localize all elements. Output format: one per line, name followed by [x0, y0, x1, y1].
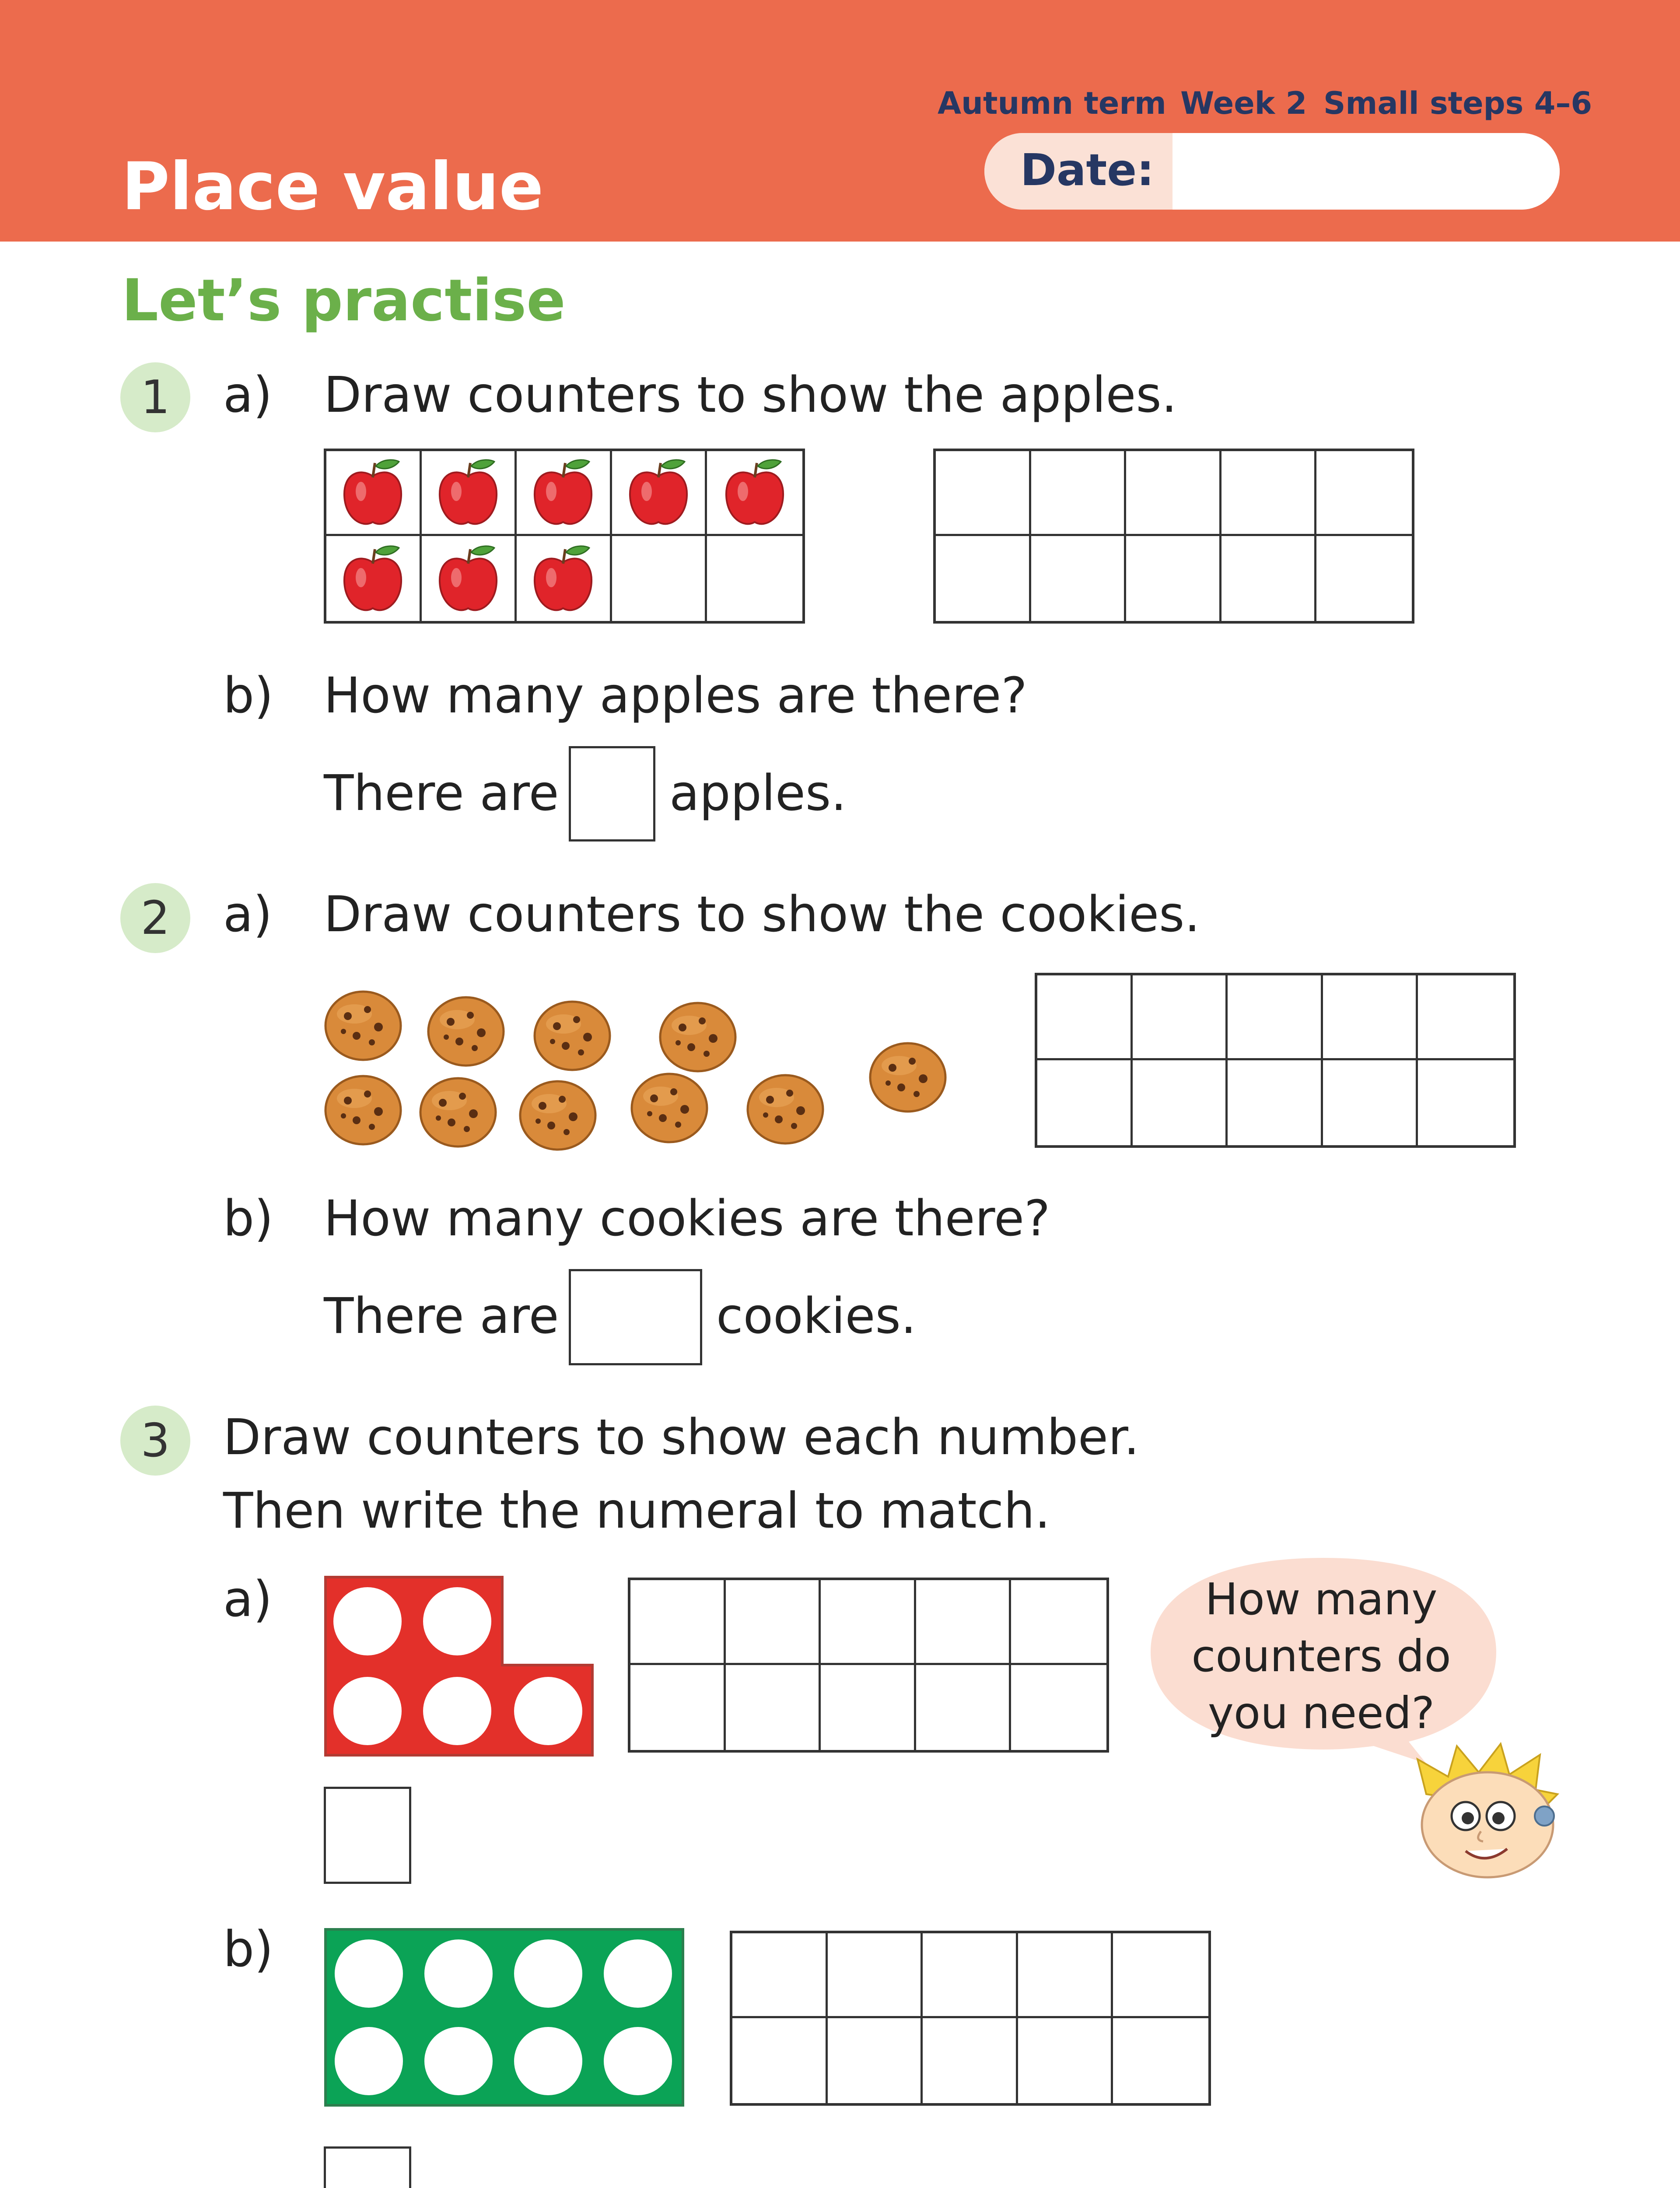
ten-frame-cell[interactable]	[630, 1580, 726, 1665]
ten-frame-cell[interactable]	[1228, 975, 1323, 1060]
ten-frame-cell[interactable]	[821, 1665, 916, 1750]
ten-frame-cell[interactable]	[1113, 1933, 1208, 2018]
apple-icon	[435, 456, 501, 529]
page-title: Place value	[122, 149, 544, 225]
ten-frame-cell[interactable]	[1228, 1060, 1323, 1145]
q3b-numeral-box[interactable]	[324, 2146, 411, 2188]
apple-icon	[722, 456, 788, 529]
q3a-counter-shape	[324, 1575, 595, 1757]
term-label: Autumn term	[938, 85, 1166, 121]
ten-frame-cell[interactable]	[630, 1665, 726, 1750]
ten-frame-cell[interactable]	[1133, 975, 1228, 1060]
question-1-badge: 1	[120, 362, 190, 432]
q1b-sentence-end: apples.	[669, 765, 847, 822]
ten-frame-cell	[326, 536, 422, 621]
q1-answer-ten-frame[interactable]	[933, 449, 1414, 624]
cookie-icon	[658, 1001, 737, 1073]
q2a-instruction: Draw counters to show the cookies.	[324, 886, 1200, 943]
q1b-sentence-start: There are	[324, 765, 559, 822]
apple-icon	[340, 543, 406, 615]
q3b-counter-shape	[324, 1928, 685, 2107]
ten-frame-cell[interactable]	[923, 2018, 1018, 2103]
q1b-question: How many apples are there?	[324, 667, 1027, 724]
ten-frame-cell[interactable]	[1126, 536, 1222, 621]
ten-frame-cell[interactable]	[732, 1933, 828, 2018]
q3b-answer-ten-frame[interactable]	[730, 1931, 1211, 2106]
ten-frame-cell	[517, 536, 612, 621]
q1-answer-box[interactable]	[569, 746, 655, 842]
ten-frame-cell[interactable]	[821, 1580, 916, 1665]
date-field	[984, 133, 1560, 210]
q3a-answer-ten-frame[interactable]	[628, 1578, 1109, 1753]
small-steps-label: Small steps 4–6	[1323, 85, 1592, 121]
q3-instruction-line1: Draw counters to show each number.	[223, 1409, 1140, 1466]
cookie-icon	[630, 1072, 709, 1144]
ten-frame-cell[interactable]	[1323, 975, 1418, 1060]
ten-frame-cell[interactable]	[1018, 2018, 1113, 2103]
apple-icon	[626, 456, 691, 529]
q2b-sentence-start: There are	[324, 1288, 559, 1345]
cookie-icon	[746, 1073, 825, 1146]
ten-frame-cell[interactable]	[916, 1580, 1012, 1665]
ten-frame-cell	[612, 451, 707, 536]
ten-frame-cell[interactable]	[1126, 451, 1222, 536]
q2b-sentence-end: cookies.	[716, 1288, 917, 1345]
ten-frame-cell[interactable]	[936, 536, 1031, 621]
cookie-icon	[324, 1074, 402, 1147]
q1b-label: b)	[223, 667, 273, 724]
ten-frame-cell[interactable]	[1018, 1933, 1113, 2018]
cookie-icon	[533, 1000, 612, 1072]
ten-frame-cell	[326, 451, 422, 536]
apple-ten-frame	[324, 449, 805, 624]
cookie-icon	[427, 996, 505, 1068]
ten-frame-cell[interactable]	[1222, 451, 1317, 536]
q2-answer-ten-frame[interactable]	[1035, 973, 1516, 1148]
ten-frame-cell	[707, 536, 802, 621]
ten-frame-cell[interactable]	[1011, 1580, 1106, 1665]
week-label: Week 2	[1180, 85, 1307, 121]
cookie-icon	[419, 1076, 497, 1149]
date-label: Date:	[1020, 144, 1155, 196]
ten-frame-cell[interactable]	[1418, 1060, 1513, 1145]
ten-frame-cell[interactable]	[1031, 451, 1127, 536]
ten-frame-cell[interactable]	[1037, 975, 1133, 1060]
q3b-label: b)	[223, 1921, 273, 1978]
q1a-instruction: Draw counters to show the apples.	[324, 367, 1177, 424]
apple-icon	[530, 543, 596, 615]
ten-frame-cell[interactable]	[726, 1665, 821, 1750]
ten-frame-cell[interactable]	[732, 2018, 828, 2103]
ten-frame-cell	[612, 536, 707, 621]
cookie-icon	[868, 1041, 947, 1114]
ten-frame-cell[interactable]	[828, 2018, 923, 2103]
ten-frame-cell[interactable]	[1133, 1060, 1228, 1145]
speech-line-3: you need?	[1208, 1687, 1435, 1739]
ten-frame-cell[interactable]	[726, 1580, 821, 1665]
q1a-label: a)	[223, 367, 273, 424]
apple-icon	[435, 543, 501, 615]
apple-icon	[530, 456, 596, 529]
cookie-icon	[324, 990, 402, 1062]
ten-frame-cell[interactable]	[1222, 536, 1317, 621]
apple-icon	[340, 456, 406, 529]
ten-frame-cell[interactable]	[1316, 536, 1412, 621]
q3a-numeral-box[interactable]	[324, 1787, 411, 1884]
ten-frame-cell[interactable]	[1031, 536, 1127, 621]
question-2-badge: 2	[120, 883, 190, 953]
boy-character-icon	[1409, 1742, 1566, 1882]
ten-frame-cell[interactable]	[1037, 1060, 1133, 1145]
q2b-label: b)	[223, 1190, 273, 1247]
speech-bubble-text	[1146, 1571, 1496, 1742]
ten-frame-cell	[422, 451, 517, 536]
ten-frame-cell[interactable]	[1011, 1665, 1106, 1750]
ten-frame-cell[interactable]	[1323, 1060, 1418, 1145]
speech-line-1: How many	[1205, 1574, 1438, 1625]
ten-frame-cell[interactable]	[1113, 2018, 1208, 2103]
q3a-label: a)	[223, 1571, 273, 1628]
question-3-badge: 3	[120, 1406, 190, 1476]
ten-frame-cell[interactable]	[828, 1933, 923, 2018]
ten-frame-cell[interactable]	[923, 1933, 1018, 2018]
q2-answer-box[interactable]	[569, 1269, 702, 1365]
date-entry-box[interactable]	[1172, 133, 1560, 210]
ten-frame-cell	[422, 536, 517, 621]
q2a-label: a)	[223, 886, 273, 943]
speech-line-2: counters do	[1191, 1630, 1451, 1682]
ten-frame-cell[interactable]	[916, 1665, 1012, 1750]
section-title: Let’s practise	[122, 267, 566, 334]
q2b-question: How many cookies are there?	[324, 1190, 1050, 1247]
q3-instruction-line2: Then write the numeral to match.	[223, 1483, 1050, 1539]
date-label-box	[984, 133, 1172, 210]
ten-frame-cell[interactable]	[1316, 451, 1412, 536]
ten-frame-cell	[707, 451, 802, 536]
cookie-icon	[518, 1080, 597, 1152]
ten-frame-cell[interactable]	[936, 451, 1031, 536]
ten-frame-cell	[517, 451, 612, 536]
ten-frame-cell[interactable]	[1418, 975, 1513, 1060]
